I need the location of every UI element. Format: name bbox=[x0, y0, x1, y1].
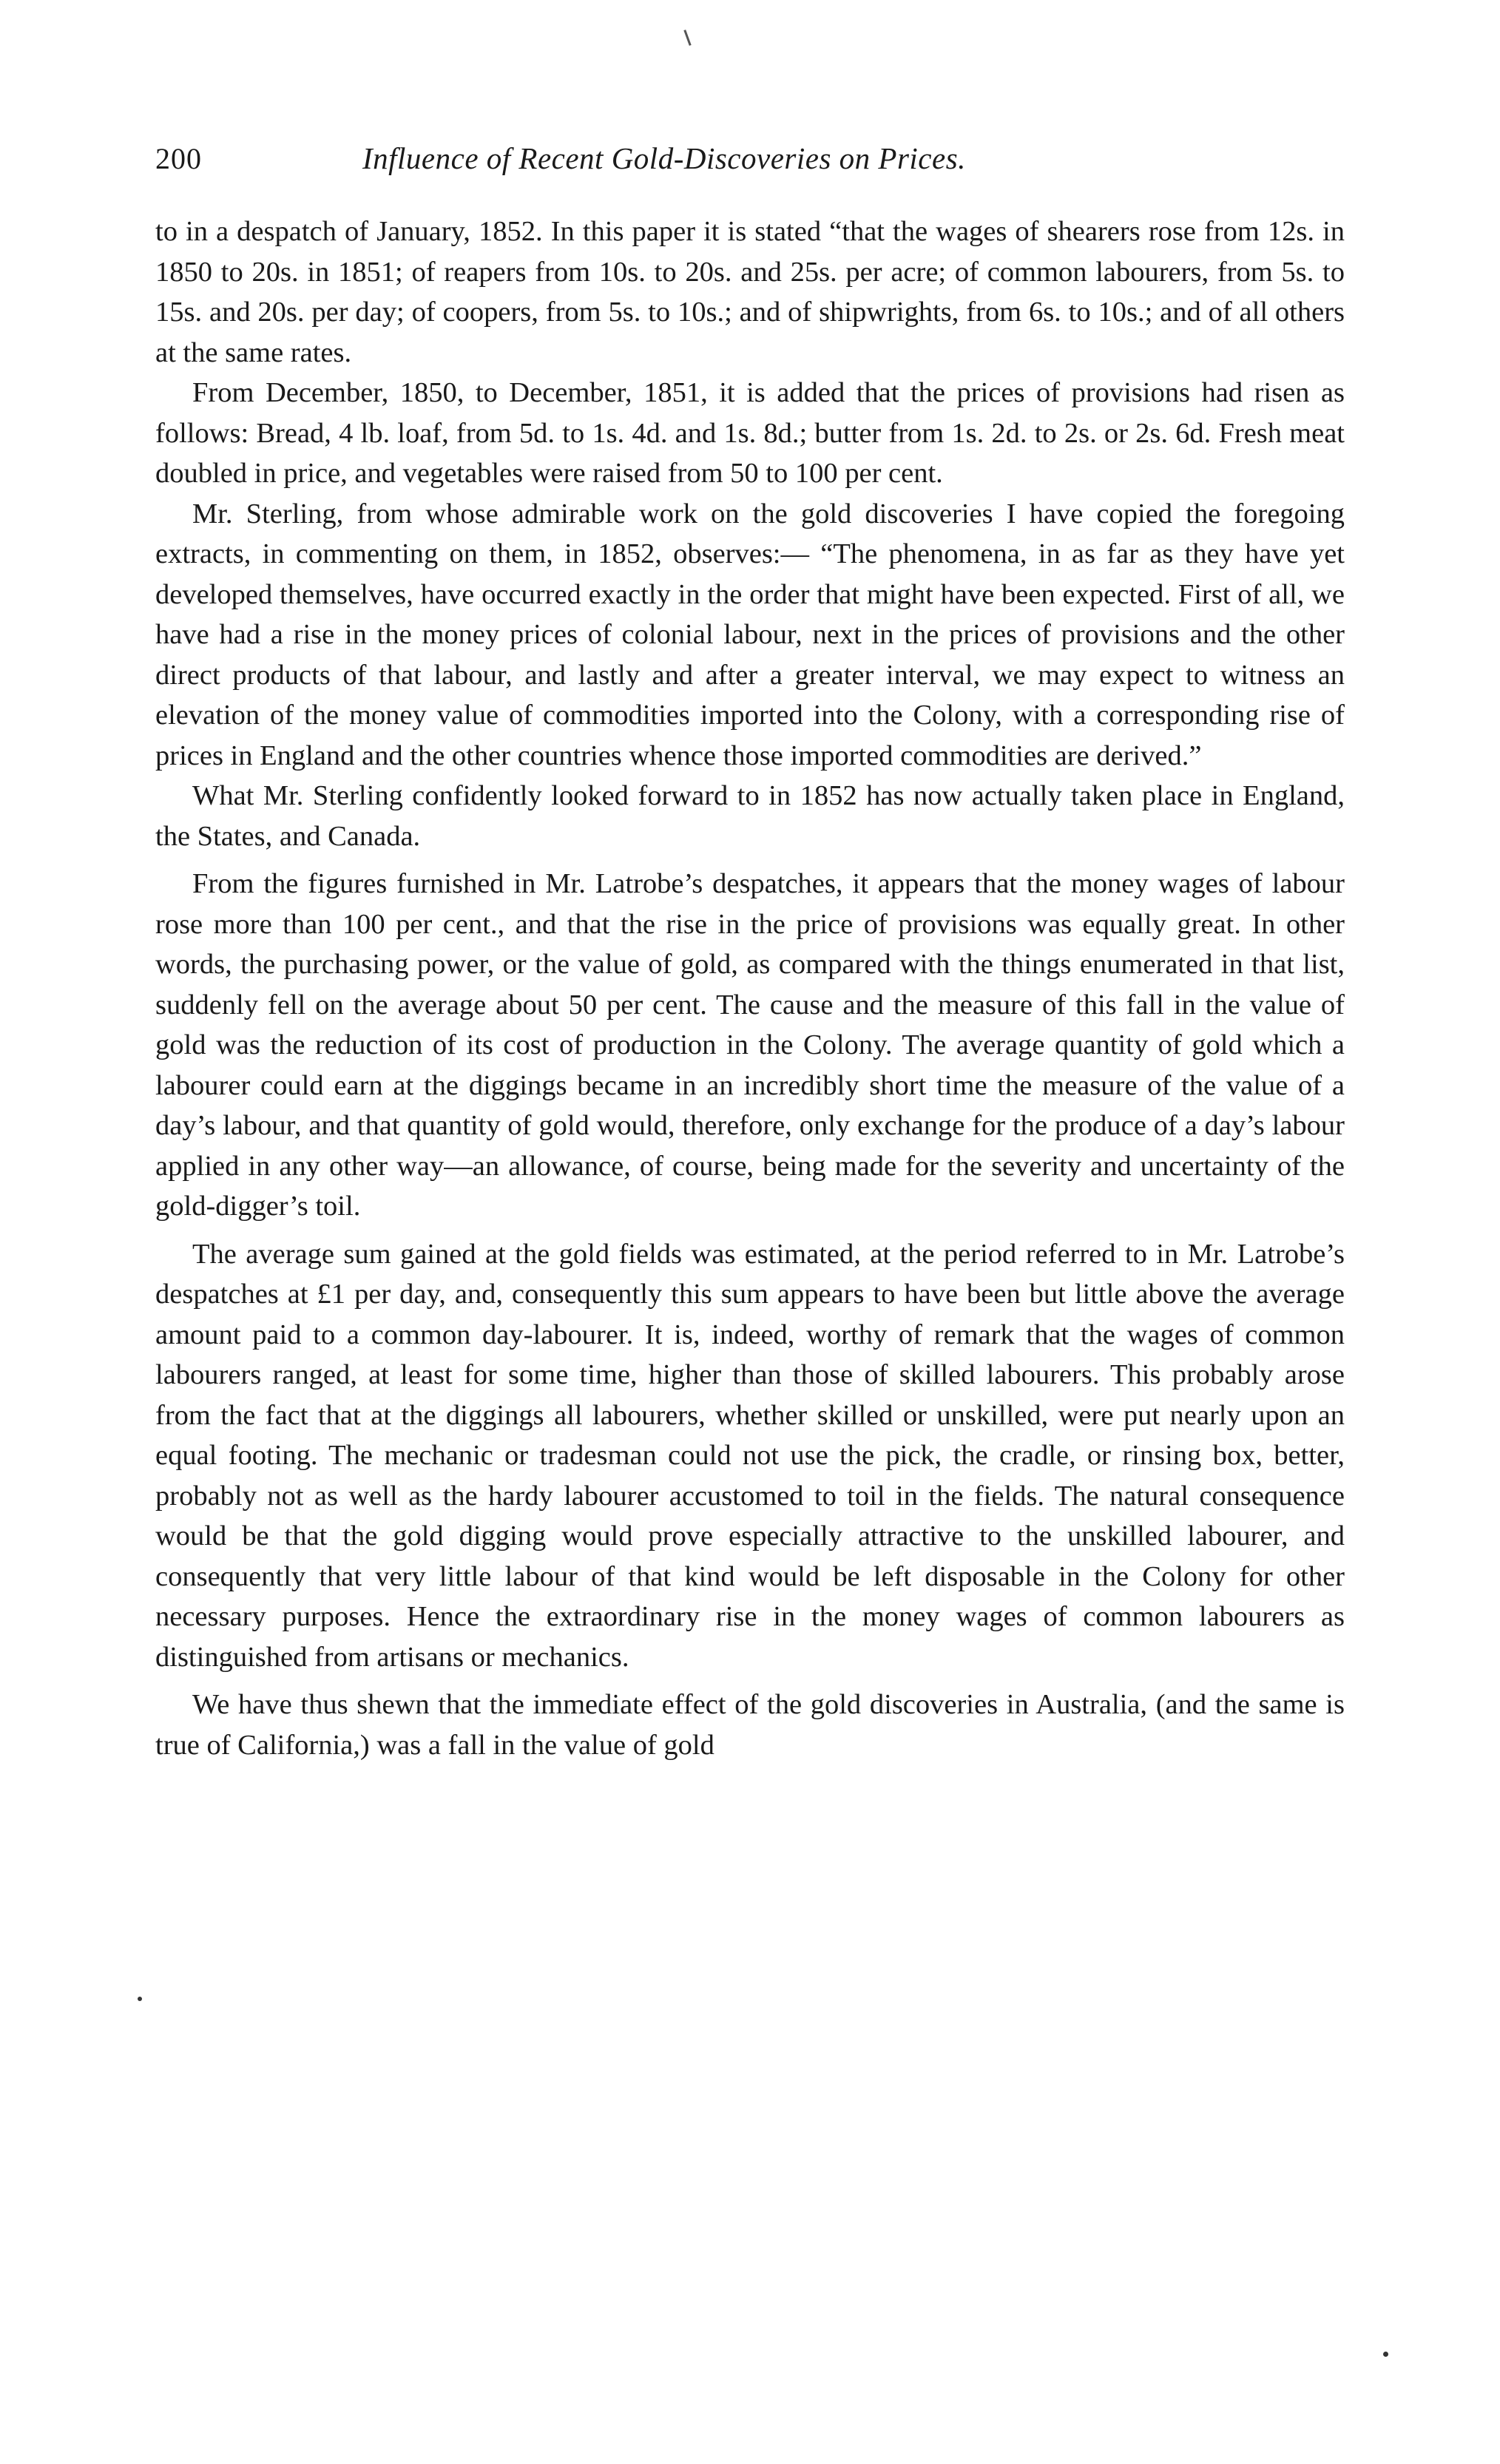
paragraph-forward: What Mr. Sterling confidently looked forward to in 1852 has now actually taken place in England, the States, and Canada. bbox=[155, 780, 1345, 852]
page-header bbox=[155, 141, 1345, 192]
body-text bbox=[155, 211, 1345, 1765]
paragraph-conclusion: We have thus shewn that the immediate effect of the gold discoveries in Australia, (and the same is true of California,) was a fall in the value of gold bbox=[155, 1689, 1345, 1761]
running-title: Influence of Recent Gold-Discoveries on Prices. bbox=[362, 141, 966, 175]
page-number: 200 bbox=[155, 142, 202, 175]
paragraph-continuation: to in a despatch of January, 1852. In this paper it is stated “that the wages of shearers rose from 12s. in 1850 to 20s. in 1851; of reapers from 10s. to 20s. and 25s. per acre; of common labourers, from 5s. to 15s. and 20s. per day; of coopers, from 5s. to 10s.; and of shipwrights, from 6s. to 10s.; and of all others at the same rates. bbox=[155, 216, 1345, 368]
stray-dot bbox=[1383, 2352, 1388, 2357]
stray-mark bbox=[683, 30, 691, 46]
paragraph-average-sum: The average sum gained at the gold fields was estimated, at the period referred to in Mr. Latrobe’s despatches at £1 per day, and, consequently this sum appears to have been but little above the average amount paid to a common day-labourer. It is, indeed, worthy of remark that the wages of common labourers ranged, at least for some time, higher than those of skilled labourers. This probably arose from the fact that at the diggings all labourers, whether skilled or unskilled, were put nearly upon an equal footing. The mechanic or tradesman could not use the pick, the cradle, or rinsing box, better, probably not as well as the hardy labourer accustomed to toil in the fields. The natural consequence would be that the gold digging would prove especially attractive to the unskilled labourer, and consequently that very little labour of that kind would be left disposable in the Colony for other necessary purposes. Hence the extraordinary rise in the money wages of common labourers as distinguished from artisans or mechanics. bbox=[155, 1238, 1345, 1673]
book-page bbox=[155, 141, 1345, 1765]
paragraph-sterling-quote: Mr. Sterling, from whose admirable work on the gold discoveries I have copied the foregoing extracts, in commenting on them, in 1852, observes:— “The phenomena, in as far as they have yet developed themselves, have occurred exactly in the order that might have been expected. First of all, we have had a rise in the money prices of colonial labour, next in the prices of provisions and the other direct products of that labour, and lastly and after a greater interval, we may expect to witness an elevation of the money value of commodities imported into the Colony, with a corresponding rise of prices in England and the other countries whence those imported commodities are derived.” bbox=[155, 498, 1345, 771]
paragraph-latrobe-figures: From the figures furnished in Mr. Latrobe’s despatches, it appears that the money wages of labour rose more than 100 per cent., and that the rise in the price of provisions was equally great. In other words, the purchasing power, or the value of gold, as compared with the things enumerated in that list, suddenly fell on the average about 50 per cent. The cause and the measure of this fall in the value of gold was the reduction of its cost of production in the Colony. The average quantity of gold which a labourer could earn at the diggings became in an incredibly short time the measure of the value of a day’s labour, and that quantity of gold would, therefore, only exchange for the produce of a day’s labour applied in any other way—an allowance, of course, being made for the severity and uncertainty of the gold-digger’s toil. bbox=[155, 868, 1345, 1222]
paragraph-provisions: From December, 1850, to December, 1851, it is added that the prices of provisions had risen as follows: Bread, 4 lb. loaf, from 5d. to 1s. 4d. and 1s. 8d.; butter from 1s. 2d. to 2s. or 2s. 6d. Fresh meat doubled in price, and vegetables were raised from 50 to 100 per cent. bbox=[155, 377, 1345, 489]
stray-dot bbox=[138, 1997, 142, 2001]
